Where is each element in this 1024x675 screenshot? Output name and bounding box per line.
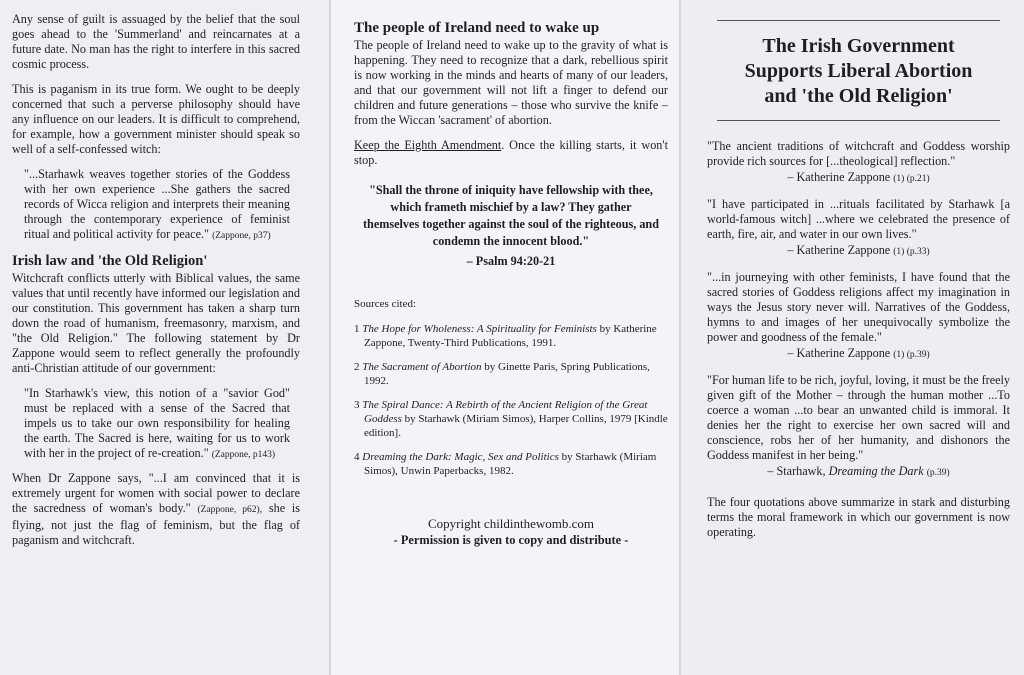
attribution-name: – Starhawk, xyxy=(767,464,826,478)
source-item xyxy=(354,450,668,478)
scripture-reference: – Psalm 94:20-21 xyxy=(466,254,556,268)
source-title: The Spiral Dance: A Rebirth of the Ancient Religion of the Great Goddess xyxy=(362,399,648,425)
source-details: by Katherine Zappone, Twenty-Third Publications, 1991. xyxy=(364,323,657,349)
paragraph xyxy=(12,471,300,548)
source-number: 4 xyxy=(354,451,360,463)
quotation: "I have participated in ...rituals facilitated by Starhawk [a world-famous witch] ...where we celebrated the presence of earth, fire, air, and water in our own lives." xyxy=(707,197,1010,241)
scripture-quote: "Shall the throne of iniquity have fellowship with thee, which frameth mischief by a law? They gather themselves together against the soul of the righteous, and condemn the innocent blood." xyxy=(363,183,659,248)
source-item xyxy=(354,360,668,388)
title-line: and 'the Old Religion' xyxy=(764,85,953,107)
summary-paragraph: The four quotations above summarize in stark and disturbing terms the moral framework in which our government is now operating. xyxy=(707,495,1010,539)
title-bottom-rule xyxy=(717,120,1000,121)
citation: (Zappone, p37) xyxy=(212,231,271,241)
paragraph: Witchcraft conflicts utterly with Biblical values, the same values that until recently have informed our legislation and our constitution. This government has taken a sharp turn down the road of humanism, freemasonry, marxism, and "the Old Religion." The following statement by Dr Zappone would seem to reflect generally the profoundly anti-Christian attitude of our government: xyxy=(12,271,300,375)
sources-heading: Sources cited: xyxy=(354,298,417,310)
left-panel xyxy=(0,0,330,675)
citation: (p.39) xyxy=(926,468,950,478)
attribution-name: – Katherine Zappone xyxy=(787,346,891,360)
attribution-name: – Katherine Zappone xyxy=(787,243,891,257)
attribution-name: – Katherine Zappone xyxy=(787,170,891,184)
citation: (1) (p.33) xyxy=(893,247,930,257)
attribution xyxy=(707,243,1010,260)
source-number: 3 xyxy=(354,399,360,411)
section-heading: Irish law and 'the Old Religion' xyxy=(12,253,208,269)
quotation: "For human life to be rich, joyful, loving, it must be the freely given gift of the Mother – through the human mother ...To coerce a woman ...to bear an unwanted child is immoral. It denies her the right to exercise her own sacred will and conscience, robs her of her humanity, and dishonors the Goddess manifest in her being." xyxy=(707,373,1010,462)
title-line: Supports Liberal Abortion xyxy=(744,60,973,82)
source-details: by Starhawk (Miriam Simos), Harper Collins, 1979 [Kindle edition]. xyxy=(364,413,668,439)
fold-line xyxy=(679,0,681,675)
source-item xyxy=(354,398,668,440)
middle-panel xyxy=(330,0,680,675)
fold-line xyxy=(329,0,331,675)
source-details: by Starhawk (Miriam Simos), Unwin Paperbacks, 1982. xyxy=(364,451,657,477)
block-quote xyxy=(24,386,290,463)
paragraph-text: . Once the killing starts, it won't stop. xyxy=(354,138,668,167)
source-number: 2 xyxy=(354,361,360,373)
quote-text: "...Starhawk weaves together stories of the Goddess with her own experience ...She gathers the sacred records of Wicca religion and interprets their meaning through the contemporary experience of feminist ritual and political activity for peace." xyxy=(24,167,290,241)
source-number: 1 xyxy=(354,323,360,335)
source-title: The Sacrament of Abortion xyxy=(362,361,482,373)
leaflet-title xyxy=(707,34,1010,109)
right-panel xyxy=(680,0,1024,675)
citation: (1) (p.21) xyxy=(893,174,930,184)
paragraph: The people of Ireland need to wake up to the gravity of what is happening. They need to recognize that a dark, rebellious spirit is now working in the minds and hearts of many of our leaders, and that our government will not lift a finger to defend our children and future generations – those who survive the knife – from the Wiccan 'sacrament' of abortion. xyxy=(354,38,668,127)
citation: (Zappone, p143) xyxy=(211,450,276,460)
citation: (Zappone, p62), xyxy=(197,505,263,515)
paragraph xyxy=(354,138,668,168)
source-title: Dreaming the Dark: Magic, Sex and Politics xyxy=(362,451,559,463)
paragraph: Any sense of guilt is assuaged by the belief that the soul goes ahead to the 'Summerland' and reincarnates at a future date. No man has the right to interfere in this sacred cosmic process. xyxy=(12,12,300,71)
paragraph-text: she is flying, not just the flag of feminism, but the flag of paganism and witchcraft. xyxy=(12,501,301,547)
source-title: The Hope for Wholeness: A Spirituality for Feminists xyxy=(362,323,597,335)
copyright-notice: Copyright childinthewomb.com xyxy=(427,516,595,531)
quote-text: "In Starhawk's view, this notion of a "savior God" must be replaced with a sense of the Sacred that impels us to take our own responsibility for healing the earth. The Sacred is here, waiting for us to work with her in the project of re-creation." xyxy=(24,386,290,460)
permission-notice: - Permission is given to copy and distribute - xyxy=(393,533,629,547)
book-title: Dreaming the Dark xyxy=(828,464,924,478)
title-top-rule xyxy=(717,20,1000,21)
quotation: "The ancient traditions of witchcraft and Goddess worship provide rich sources for [...theological] reflection." xyxy=(707,139,1010,168)
paragraph-text: When Dr Zappone says, "...I am convinced that it is extremely urgent for women with social power to declare the sacredness of woman's body." xyxy=(12,471,300,515)
paragraph: This is paganism in its true form. We ought to be deeply concerned that such a perverse philosophy should have any influence on our leaders. It is difficult to comprehend, for example, how a government minister should speak so well of a self-confessed witch: xyxy=(12,82,300,156)
section-heading: The people of Ireland need to wake up xyxy=(354,20,600,36)
source-item xyxy=(354,322,668,350)
campaign-link[interactable]: Keep the Eighth Amendment xyxy=(354,138,502,152)
source-details: by Ginette Paris, Spring Publications, 1992. xyxy=(364,361,650,387)
attribution xyxy=(707,346,1010,363)
citation: (1) (p.39) xyxy=(893,350,930,360)
block-quote xyxy=(24,167,290,244)
attribution xyxy=(707,464,1010,481)
title-line: The Irish Government xyxy=(762,35,955,57)
attribution xyxy=(707,170,1010,187)
quotation: "...in journeying with other feminists, I have found that the sacred stories of Goddess religions affect my imagination in ways the Jesus story never will. Narratives of the Goddess, hymns to and images of her unequivocally symbolize the power and goodness of the female." xyxy=(707,270,1010,344)
sources-list xyxy=(354,322,668,478)
